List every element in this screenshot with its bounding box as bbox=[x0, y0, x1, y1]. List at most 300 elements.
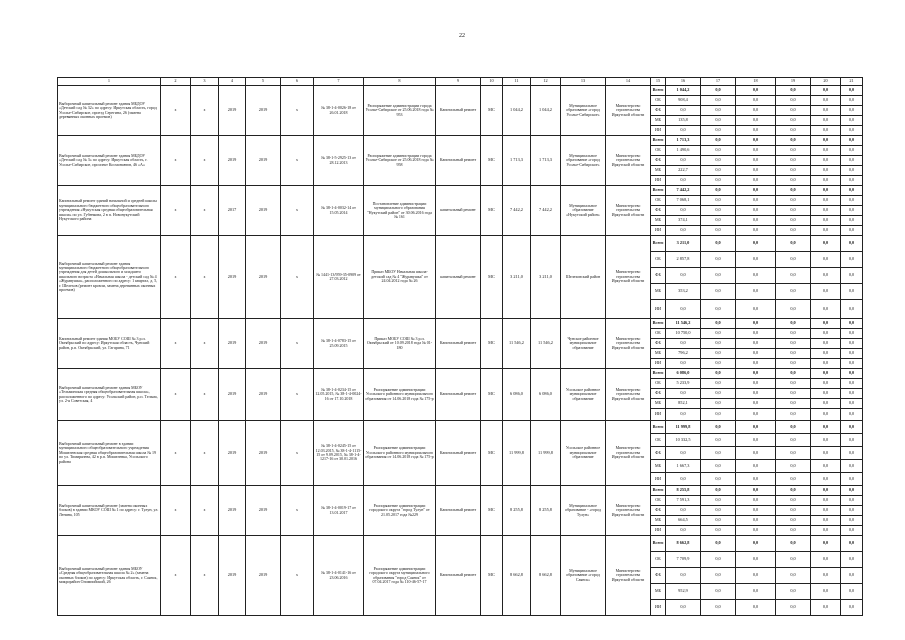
funding-source bbox=[651, 349, 666, 359]
funding-value-col-20-text: 0,0 bbox=[822, 330, 829, 336]
funding-value-col-20-text: 0,0 bbox=[822, 157, 829, 163]
funding-source-text: ОБ bbox=[655, 497, 661, 503]
funding-value-col-20 bbox=[811, 300, 841, 319]
funding-value-col-17-text: 0,0 bbox=[715, 497, 721, 503]
funding-value-col-16 bbox=[666, 329, 701, 339]
funding-value-col-17-text: 0,0 bbox=[715, 449, 721, 455]
funding-value-col-16 bbox=[666, 434, 701, 447]
funding-value-col-18-text: 0,0 bbox=[752, 380, 759, 386]
start-year-text: 2019 bbox=[227, 273, 237, 279]
funding-value-col-17-text: 0,0 bbox=[715, 137, 721, 143]
funding-value-col-20 bbox=[811, 506, 841, 516]
funding-value-col-20-text: 0,0 bbox=[822, 556, 829, 562]
funding-value-col-17 bbox=[701, 421, 736, 434]
funding-value-col-20 bbox=[811, 526, 841, 536]
funding-value-col-18 bbox=[736, 226, 776, 236]
end-year bbox=[246, 186, 281, 236]
funding-value-col-17-text: 0,0 bbox=[715, 330, 721, 336]
end-year bbox=[246, 136, 281, 186]
column-2-mark-text: x bbox=[174, 507, 177, 513]
expertise-conclusion bbox=[314, 186, 364, 236]
funding-value-col-21 bbox=[841, 126, 863, 136]
start-year bbox=[219, 236, 246, 319]
funding-value-col-20-text: 0,0 bbox=[822, 147, 829, 153]
funding-source bbox=[651, 369, 666, 379]
column-6-mark-text: x bbox=[296, 107, 298, 113]
expertise-conclusion-text: № 38-1-4-0019-17 от 13.01.2017 bbox=[321, 505, 356, 515]
expertise-conclusion bbox=[314, 136, 364, 186]
funding-value-col-21 bbox=[841, 506, 863, 516]
column-3-mark bbox=[191, 319, 219, 369]
start-year bbox=[219, 319, 246, 369]
funding-value-col-17 bbox=[701, 176, 736, 186]
funding-source bbox=[651, 319, 666, 329]
funding-value-col-20-text: 0,0 bbox=[822, 360, 829, 366]
funding-value-col-21-text: 0,0 bbox=[848, 207, 855, 213]
funding-value-col-20 bbox=[811, 447, 841, 460]
funding-value-col-16 bbox=[666, 460, 701, 473]
funding-value-col-19-text: 0,0 bbox=[790, 147, 796, 153]
funding-value-col-19 bbox=[776, 319, 811, 329]
expertise-conclusion-text: № 38-1-4-0141-16 от 23.06.2016 bbox=[321, 570, 356, 580]
municipality bbox=[561, 536, 606, 616]
funding-source-text: ФБ bbox=[655, 572, 661, 578]
funding-value-col-16 bbox=[666, 319, 701, 329]
funding-source bbox=[651, 106, 666, 116]
project-row bbox=[58, 236, 863, 252]
status-code-text: МС bbox=[488, 107, 495, 113]
column-6-mark bbox=[281, 486, 314, 536]
funding-value-col-19-text: 0,0 bbox=[790, 340, 796, 346]
funding-source-text: Всего bbox=[652, 423, 664, 429]
funding-value-col-17 bbox=[701, 584, 736, 600]
funding-value-col-20-text: 0,0 bbox=[822, 449, 829, 455]
funding-value-col-20 bbox=[811, 568, 841, 584]
funding-value-col-20-text: 0,0 bbox=[822, 411, 829, 417]
funding-value-col-20-text: 0,0 bbox=[822, 527, 829, 533]
funding-value-col-21-text: 0,0 bbox=[848, 117, 855, 123]
funding-value-col-17 bbox=[701, 136, 736, 146]
funding-value-col-21 bbox=[841, 176, 863, 186]
funding-value-col-18-text: 0,0 bbox=[752, 487, 759, 493]
funding-value-col-18-text: 0,0 bbox=[752, 107, 759, 113]
start-year bbox=[219, 136, 246, 186]
funding-value-col-18 bbox=[736, 329, 776, 339]
decision-document-text: Приказ МБОУ Начальная школа-детский сад № 4 "Журавушка" от 24.04.2012 года № 26 bbox=[371, 269, 428, 284]
funding-value-col-16-text: 374,1 bbox=[678, 217, 688, 223]
funding-value-col-19 bbox=[776, 116, 811, 126]
responsible-ministry-text: Министерство строительства Иркутской области bbox=[611, 152, 645, 167]
funding-value-col-17 bbox=[701, 568, 736, 584]
funding-value-col-21 bbox=[841, 421, 863, 434]
funding-value-col-20 bbox=[811, 136, 841, 146]
work-type bbox=[436, 236, 481, 319]
funding-value-col-16-text: 952,9 bbox=[678, 588, 688, 594]
funding-value-col-18 bbox=[736, 379, 776, 389]
funding-value-col-19 bbox=[776, 526, 811, 536]
column-header-16-text: 16 bbox=[680, 78, 686, 84]
funding-value-col-16-text: 0,0 bbox=[680, 305, 686, 311]
funding-source bbox=[651, 460, 666, 473]
funding-value-col-19-text: 0,0 bbox=[790, 436, 796, 442]
funding-value-col-16 bbox=[666, 284, 701, 300]
funding-value-col-18 bbox=[736, 506, 776, 516]
column-3-mark bbox=[191, 536, 219, 616]
column-header-1-text: 1 bbox=[107, 78, 111, 84]
funding-value-col-20-text: 0,0 bbox=[822, 272, 829, 278]
funding-value-col-21-text: 0,0 bbox=[848, 127, 855, 133]
column-3-mark-text: x bbox=[203, 507, 206, 513]
funding-value-col-21 bbox=[841, 447, 863, 460]
funding-value-col-18 bbox=[736, 486, 776, 496]
work-type-text: Капитальный ремонт bbox=[439, 340, 477, 346]
funding-value-col-18 bbox=[736, 196, 776, 206]
funding-value-col-20-text: 0,0 bbox=[822, 197, 829, 203]
column-2-mark bbox=[161, 236, 191, 319]
funding-value-col-21 bbox=[841, 206, 863, 216]
funding-value-col-20 bbox=[811, 349, 841, 359]
funding-source bbox=[651, 339, 666, 349]
funding-value-col-17-text: 0,0 bbox=[715, 107, 721, 113]
column-header-15 bbox=[651, 78, 666, 86]
end-year bbox=[246, 369, 281, 421]
funding-value-col-18 bbox=[736, 600, 776, 616]
funding-value-col-18 bbox=[736, 186, 776, 196]
funding-value-col-21-text: 0,0 bbox=[848, 330, 855, 336]
funding-value-col-18 bbox=[736, 86, 776, 96]
municipality bbox=[561, 236, 606, 319]
funding-value-col-18 bbox=[736, 584, 776, 600]
start-year bbox=[219, 536, 246, 616]
funding-value-col-19-text: 0,0 bbox=[790, 475, 796, 481]
column-header-6-text: 6 bbox=[295, 78, 299, 84]
funding-source-text: ФБ bbox=[655, 449, 661, 455]
funding-value-col-19 bbox=[776, 434, 811, 447]
column-3-mark-text: x bbox=[203, 207, 206, 213]
funding-value-col-21 bbox=[841, 106, 863, 116]
funding-value-col-18-text: 0,0 bbox=[752, 497, 759, 503]
funding-source-text: Всего bbox=[652, 487, 664, 493]
funding-value-col-17-text: 0,0 bbox=[715, 462, 721, 468]
funding-value-col-18 bbox=[736, 166, 776, 176]
decision-document-text: Приказ МОБУ СОШ № 3 р.п. Октябрьский от 10.09.2018 года № 01-180 bbox=[366, 335, 433, 350]
municipality-text: Муниципальное образование «город Усолье-Сибирское» bbox=[566, 152, 600, 167]
funding-value-col-16-text: 0,0 bbox=[680, 475, 686, 481]
funding-source bbox=[651, 116, 666, 126]
decision-document bbox=[364, 536, 436, 616]
funding-value-col-21 bbox=[841, 116, 863, 126]
funding-value-col-19-text: 0,0 bbox=[790, 556, 796, 562]
funding-source bbox=[651, 486, 666, 496]
funding-value-col-17 bbox=[701, 506, 736, 516]
column-2-mark-text: x bbox=[174, 449, 177, 455]
funding-value-col-16 bbox=[666, 552, 701, 568]
funding-source-text: МБ bbox=[654, 588, 662, 594]
funding-value-col-17-text: 0,0 bbox=[715, 475, 721, 481]
funding-value-col-21-text: 0,0 bbox=[848, 340, 855, 346]
funding-value-col-16-text: 0,0 bbox=[680, 527, 686, 533]
funding-value-col-20-text: 0,0 bbox=[822, 370, 829, 376]
funding-value-col-20-text: 0,0 bbox=[822, 87, 829, 93]
funding-value-col-17-text: 0,0 bbox=[715, 87, 721, 93]
funding-value-col-20 bbox=[811, 252, 841, 268]
funding-value-col-18 bbox=[736, 568, 776, 584]
start-year-text: 2019 bbox=[227, 391, 237, 397]
funding-value-col-19 bbox=[776, 176, 811, 186]
remaining-cost-text: 1 044,2 bbox=[539, 107, 552, 113]
funding-value-col-20 bbox=[811, 516, 841, 526]
responsible-ministry bbox=[606, 236, 651, 319]
column-header-20-text: 20 bbox=[823, 78, 828, 84]
funding-value-col-18 bbox=[736, 409, 776, 421]
funding-value-col-17-text: 0,0 bbox=[715, 256, 721, 262]
funding-value-col-20 bbox=[811, 116, 841, 126]
funding-value-col-19 bbox=[776, 421, 811, 434]
responsible-ministry bbox=[606, 136, 651, 186]
object-description-text: Капитальный ремонт зданий начальной и средней школы муниципального бюджетного общеобразовательного учреждения «Нукутская средняя общеобразовательная школа» по ул. Губенкова, 2 в п. Новонукутский Нукутского района bbox=[59, 198, 157, 222]
decision-document bbox=[364, 186, 436, 236]
funding-source bbox=[651, 526, 666, 536]
funding-value-col-16 bbox=[666, 268, 701, 284]
column-2-mark-text: x bbox=[174, 273, 177, 279]
funding-value-col-18 bbox=[736, 126, 776, 136]
remaining-cost bbox=[531, 369, 561, 421]
status-code bbox=[481, 319, 503, 369]
funding-value-col-16 bbox=[666, 146, 701, 156]
remaining-cost-text: 1 713,3 bbox=[539, 157, 552, 163]
funding-value-col-17-text: 0,0 bbox=[715, 288, 721, 294]
funding-value-col-17 bbox=[701, 516, 736, 526]
funding-value-col-19-text: 0,0 bbox=[790, 360, 796, 366]
funding-value-col-17 bbox=[701, 284, 736, 300]
remaining-cost bbox=[531, 136, 561, 186]
funding-source-text: ОБ bbox=[655, 330, 661, 336]
funding-value-col-17-text: 0,0 bbox=[715, 572, 721, 578]
funding-value-col-19-text: 0,0 bbox=[790, 320, 796, 326]
responsible-ministry-text: Министерство строительства Иркутской области bbox=[611, 386, 645, 401]
funding-value-col-16 bbox=[666, 226, 701, 236]
funding-source-text: ИИ bbox=[654, 360, 662, 366]
responsible-ministry-text: Министерство строительства Иркутской области bbox=[611, 269, 645, 284]
funding-value-col-18-text: 0,0 bbox=[752, 436, 759, 442]
end-year-text: 2019 bbox=[258, 340, 268, 346]
funding-value-col-19-text: 0,0 bbox=[790, 207, 796, 213]
funding-value-col-16-text: 0,0 bbox=[680, 207, 686, 213]
work-type bbox=[436, 536, 481, 616]
column-2-mark bbox=[161, 421, 191, 486]
work-type bbox=[436, 369, 481, 421]
column-header-19 bbox=[776, 78, 811, 86]
funding-value-col-17 bbox=[701, 146, 736, 156]
page-number: 22 bbox=[459, 33, 465, 39]
column-header-4-text: 4 bbox=[230, 78, 234, 84]
funding-value-col-19-text: 0,0 bbox=[790, 227, 796, 233]
funding-value-col-21 bbox=[841, 252, 863, 268]
funding-value-col-16 bbox=[666, 473, 701, 486]
funding-value-col-20-text: 0,0 bbox=[822, 400, 829, 406]
funding-value-col-16 bbox=[666, 568, 701, 584]
funding-value-col-19-text: 0,0 bbox=[790, 305, 796, 311]
funding-value-col-18-text: 0,0 bbox=[752, 117, 759, 123]
funding-value-col-19 bbox=[776, 369, 811, 379]
municipality-text: Усольское районное муниципальное образование bbox=[565, 445, 601, 460]
column-6-mark-text: x bbox=[296, 391, 298, 397]
funding-value-col-19 bbox=[776, 600, 811, 616]
work-type bbox=[436, 319, 481, 369]
end-year bbox=[246, 319, 281, 369]
funding-value-col-21-text: 0,0 bbox=[848, 197, 855, 203]
funding-value-col-17-text: 0,0 bbox=[715, 217, 721, 223]
funding-value-col-19-text: 0,0 bbox=[790, 400, 796, 406]
funding-value-col-20 bbox=[811, 106, 841, 116]
funding-source-text: МБ bbox=[654, 167, 662, 173]
funding-value-col-21 bbox=[841, 349, 863, 359]
funding-value-col-16-text: 2 857,8 bbox=[676, 256, 690, 262]
column-2-mark bbox=[161, 186, 191, 236]
funding-value-col-21-text: 0,0 bbox=[848, 137, 855, 143]
funding-value-col-17 bbox=[701, 379, 736, 389]
funding-value-col-19-text: 0,0 bbox=[790, 137, 796, 143]
funding-source bbox=[651, 96, 666, 106]
funding-source-text: ОБ bbox=[655, 256, 661, 262]
column-2-mark bbox=[161, 136, 191, 186]
funding-value-col-18 bbox=[736, 516, 776, 526]
funding-value-col-18-text: 0,0 bbox=[752, 390, 759, 396]
column-3-mark bbox=[191, 486, 219, 536]
responsible-ministry-text: Министерство строительства Иркутской области bbox=[611, 567, 645, 582]
column-header-21-text: 21 bbox=[849, 78, 854, 84]
funding-value-col-19 bbox=[776, 339, 811, 349]
decision-document bbox=[364, 236, 436, 319]
object-description bbox=[58, 486, 161, 536]
funding-value-col-21 bbox=[841, 473, 863, 486]
end-year bbox=[246, 486, 281, 536]
funding-value-col-21 bbox=[841, 284, 863, 300]
decision-document bbox=[364, 486, 436, 536]
funding-value-col-21 bbox=[841, 389, 863, 399]
funding-value-col-18 bbox=[736, 526, 776, 536]
decision-document-text: Распоряжение администрации города Усолье-Сибирское от 25.06.2018 года № 958 bbox=[365, 152, 434, 167]
column-3-mark-text: x bbox=[203, 157, 206, 163]
municipality bbox=[561, 319, 606, 369]
funding-value-col-20-text: 0,0 bbox=[822, 487, 829, 493]
object-description-text: Выборочный капитальный ремонт здания муниципального бюджетного общеобразовательного учреждения для детей дошкольного и младшего школьного возраста «Начальная школа - детский сад № 4 «Журавушка», расположенного по адресу: 1 квартал, д. 5, г. Шелехов (ремонт кровли, замена деревянных оконных проемов) bbox=[59, 260, 158, 293]
funding-value-col-21-text: 0,0 bbox=[848, 390, 855, 396]
funding-value-col-20-text: 0,0 bbox=[822, 507, 829, 513]
column-header-5 bbox=[246, 78, 281, 86]
funding-value-col-16-text: 0,0 bbox=[680, 411, 686, 417]
funding-value-col-16 bbox=[666, 496, 701, 506]
expertise-conclusion-text: № 38-1-4-0234-15 от 12.05.2015, № 38-1-4-0024-16 от 17.10.2018 bbox=[315, 386, 362, 401]
funding-value-col-20 bbox=[811, 319, 841, 329]
end-year-text: 2019 bbox=[258, 449, 268, 455]
funding-value-col-16 bbox=[666, 399, 701, 409]
funding-value-col-18 bbox=[736, 319, 776, 329]
funding-value-col-17-text: 0,0 bbox=[715, 117, 721, 123]
funding-value-col-21 bbox=[841, 186, 863, 196]
funding-value-col-20 bbox=[811, 379, 841, 389]
funding-value-col-21 bbox=[841, 584, 863, 600]
municipality bbox=[561, 136, 606, 186]
status-code bbox=[481, 486, 503, 536]
funding-value-col-20-text: 0,0 bbox=[822, 217, 829, 223]
responsible-ministry-text: Министерство строительства Иркутской области bbox=[611, 202, 645, 217]
status-code bbox=[481, 86, 503, 136]
work-type-text: Капитальный ремонт bbox=[439, 391, 477, 397]
funding-value-col-16-text: 222,7 bbox=[678, 167, 688, 173]
funding-value-col-18-text: 0,0 bbox=[752, 423, 759, 429]
expertise-conclusion-text: № 1441-13/959-35-0909 от 27.03.2012 bbox=[316, 271, 361, 281]
funding-value-col-17 bbox=[701, 116, 736, 126]
estimated-cost-text: 1 044,2 bbox=[510, 107, 523, 113]
funding-value-col-20 bbox=[811, 600, 841, 616]
funding-value-col-19-text: 0,0 bbox=[790, 449, 796, 455]
funding-value-col-20 bbox=[811, 96, 841, 106]
status-code bbox=[481, 536, 503, 616]
funding-value-col-17 bbox=[701, 536, 736, 552]
funding-source-text: ОБ bbox=[655, 436, 661, 442]
funding-source bbox=[651, 584, 666, 600]
funding-value-col-20-text: 0,0 bbox=[822, 167, 829, 173]
funding-value-col-16 bbox=[666, 300, 701, 319]
funding-value-col-19 bbox=[776, 216, 811, 226]
status-code bbox=[481, 421, 503, 486]
funding-source-text: ФБ bbox=[655, 340, 661, 346]
funding-value-col-20-text: 0,0 bbox=[822, 517, 829, 523]
funding-value-col-21-text: 0,0 bbox=[848, 107, 855, 113]
funding-value-col-18 bbox=[736, 116, 776, 126]
funding-value-col-18-text: 0,0 bbox=[752, 604, 759, 610]
funding-value-col-17 bbox=[701, 409, 736, 421]
funding-value-col-21-text: 0,0 bbox=[848, 380, 855, 386]
expertise-conclusion-text: № 38-1-5-2925-13 от 28.12.2013 bbox=[321, 155, 356, 165]
decision-document bbox=[364, 369, 436, 421]
funding-value-col-20-text: 0,0 bbox=[822, 423, 829, 429]
column-header-1 bbox=[58, 78, 161, 86]
funding-value-col-18-text: 0,0 bbox=[752, 527, 759, 533]
end-year bbox=[246, 536, 281, 616]
funding-value-col-16-text: 1 713,3 bbox=[676, 137, 690, 143]
status-code-text: МС bbox=[488, 507, 495, 513]
funding-value-col-18 bbox=[736, 206, 776, 216]
funding-value-col-19 bbox=[776, 300, 811, 319]
funding-value-col-18-text: 0,0 bbox=[752, 400, 759, 406]
funding-value-col-18-text: 0,0 bbox=[752, 572, 759, 578]
funding-value-col-19 bbox=[776, 536, 811, 552]
funding-value-col-21-text: 0,0 bbox=[848, 147, 855, 153]
funding-value-col-21 bbox=[841, 226, 863, 236]
funding-value-col-16-text: 0,0 bbox=[680, 107, 686, 113]
object-description bbox=[58, 236, 161, 319]
funding-value-col-16 bbox=[666, 369, 701, 379]
funding-value-col-17-text: 0,0 bbox=[715, 527, 721, 533]
funding-source-text: Всего bbox=[652, 87, 664, 93]
remaining-cost-text: 8 662,8 bbox=[539, 572, 552, 578]
funding-value-col-18-text: 0,0 bbox=[752, 320, 759, 326]
column-header-8 bbox=[364, 78, 436, 86]
column-2-mark bbox=[161, 369, 191, 421]
column-3-mark bbox=[191, 136, 219, 186]
funding-value-col-16-text: 852,1 bbox=[678, 400, 688, 406]
column-header-18-text: 18 bbox=[753, 78, 758, 84]
funding-value-col-19-text: 0,0 bbox=[790, 167, 796, 173]
funding-value-col-18-text: 0,0 bbox=[752, 517, 759, 523]
funding-source bbox=[651, 146, 666, 156]
funding-value-col-16-text: 0,0 bbox=[680, 127, 686, 133]
start-year bbox=[219, 486, 246, 536]
status-code-text: МС bbox=[488, 207, 495, 213]
funding-value-col-19 bbox=[776, 460, 811, 473]
